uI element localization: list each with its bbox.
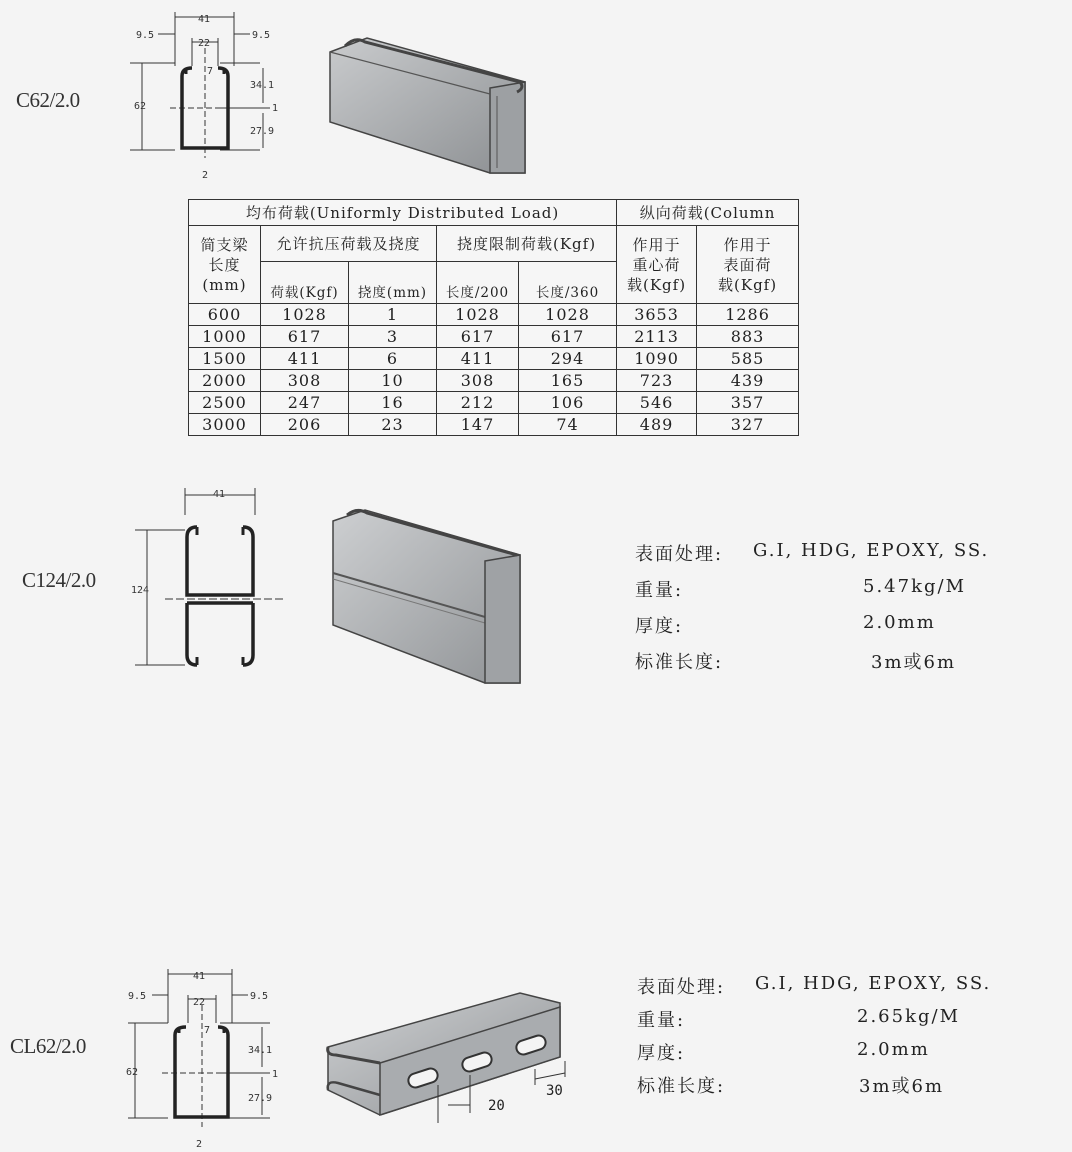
surface-load-header: 作用于 表面荷 载(Kgf) xyxy=(697,226,799,304)
column-header: 纵向荷载(Column xyxy=(617,200,799,226)
sub-load-header: 荷载(Kgf) xyxy=(261,262,349,304)
table-row: 2500 247 16 212 106 546 357 xyxy=(189,392,799,414)
table-row: 2000 308 10 308 165 723 439 xyxy=(189,370,799,392)
finish-label: 表面处理: xyxy=(637,977,726,998)
table-row: 1000 617 3 617 617 2113 883 xyxy=(189,326,799,348)
c62-dim-mid: 1 xyxy=(272,103,279,114)
finish-value: G.I, HDG, EPOXY, SS. xyxy=(755,973,992,994)
c62-dim-lip: 7 xyxy=(207,66,214,77)
c62-dim-height: 62 xyxy=(134,101,147,112)
cl62-3d-slotted-channel-image xyxy=(320,985,580,1130)
finish-label: 表面处理: xyxy=(635,544,724,565)
center-load-header: 作用于 重心荷 载(Kgf) xyxy=(617,226,697,304)
weight-value: 2.65kg/M xyxy=(857,1006,961,1027)
cl62-dim-mid: 1 xyxy=(272,1069,279,1080)
weight-label: 重量: xyxy=(635,580,684,601)
c62-dim-width: 41 xyxy=(198,14,211,25)
finish-value: G.I, HDG, EPOXY, SS. xyxy=(753,540,990,561)
sub-l360-header: 长度/360 xyxy=(519,262,617,304)
udl-header: 均布荷载(Uniformly Distributed Load) xyxy=(189,200,617,226)
cl62-dim-width: 41 xyxy=(193,971,206,982)
thickness-value: 2.0mm xyxy=(857,1039,930,1060)
cl62-profile-drawing xyxy=(120,965,290,1150)
table-row: 3000 206 23 147 74 489 327 xyxy=(189,414,799,436)
c124-dim-width: 41 xyxy=(213,489,226,500)
cl62-dim-side-right: 9.5 xyxy=(250,991,269,1002)
cl62-slot-length: 30 xyxy=(546,1083,563,1099)
cl62-dim-upper: 34.1 xyxy=(248,1045,273,1056)
c124-3d-channel-image xyxy=(325,505,540,690)
cl62-spec-list xyxy=(637,973,1067,1105)
weight-value: 5.47kg/M xyxy=(863,576,967,597)
length-value: 3m或6m xyxy=(859,1076,945,1097)
c124-dim-height: 124 xyxy=(131,585,150,596)
c62-dim-lower: 27.9 xyxy=(250,126,275,137)
length-value: 3m或6m xyxy=(871,652,957,673)
thickness-value: 2.0mm xyxy=(863,612,936,633)
cl62-dim-inner: 22 xyxy=(193,997,206,1008)
c124-spec-list xyxy=(635,540,1065,684)
cl62-dim-height: 62 xyxy=(126,1067,139,1078)
c62-3d-channel-image xyxy=(325,30,540,180)
cl62-dim-lip: 7 xyxy=(204,1025,211,1036)
c62-dim-inner: 22 xyxy=(198,38,211,49)
c124-profile-drawing xyxy=(125,485,300,675)
table-row: 600 1028 1 1028 1028 3653 1286 xyxy=(189,304,799,326)
thickness-label: 厚度: xyxy=(637,1043,686,1064)
c124-model-label: C124/2.0 xyxy=(22,568,96,592)
sub-l200-header: 长度/200 xyxy=(437,262,519,304)
c62-dim-thickness: 2 xyxy=(202,170,209,181)
weight-label: 重量: xyxy=(637,1010,686,1031)
cl62-model-label: CL62/2.0 xyxy=(10,1034,86,1058)
cl62-slot-gap: 20 xyxy=(488,1098,505,1114)
cl62-dim-thickness: 2 xyxy=(196,1139,203,1150)
thickness-label: 厚度: xyxy=(635,616,684,637)
c62-dim-upper: 34.1 xyxy=(250,80,275,91)
table-row: 1500 411 6 411 294 1090 585 xyxy=(189,348,799,370)
c62-dim-side-left: 9.5 xyxy=(136,30,155,41)
allowable-load-header: 允许抗压荷载及挠度 xyxy=(261,226,437,262)
load-table xyxy=(188,199,799,436)
length-label: 标准长度: xyxy=(637,1076,726,1097)
c62-dim-side-right: 9.5 xyxy=(252,30,271,41)
cl62-dim-lower: 27.9 xyxy=(248,1093,273,1104)
length-label: 标准长度: xyxy=(635,652,724,673)
cl62-dim-side-left: 9.5 xyxy=(128,991,147,1002)
sub-deflection-header: 挠度(mm) xyxy=(349,262,437,304)
deflection-limit-header: 挠度限制荷载(Kgf) xyxy=(437,226,617,262)
span-length-header: 简支梁 长度 (mm) xyxy=(189,226,261,304)
c62-model-label: C62/2.0 xyxy=(16,88,80,112)
c62-profile-drawing xyxy=(120,8,290,183)
